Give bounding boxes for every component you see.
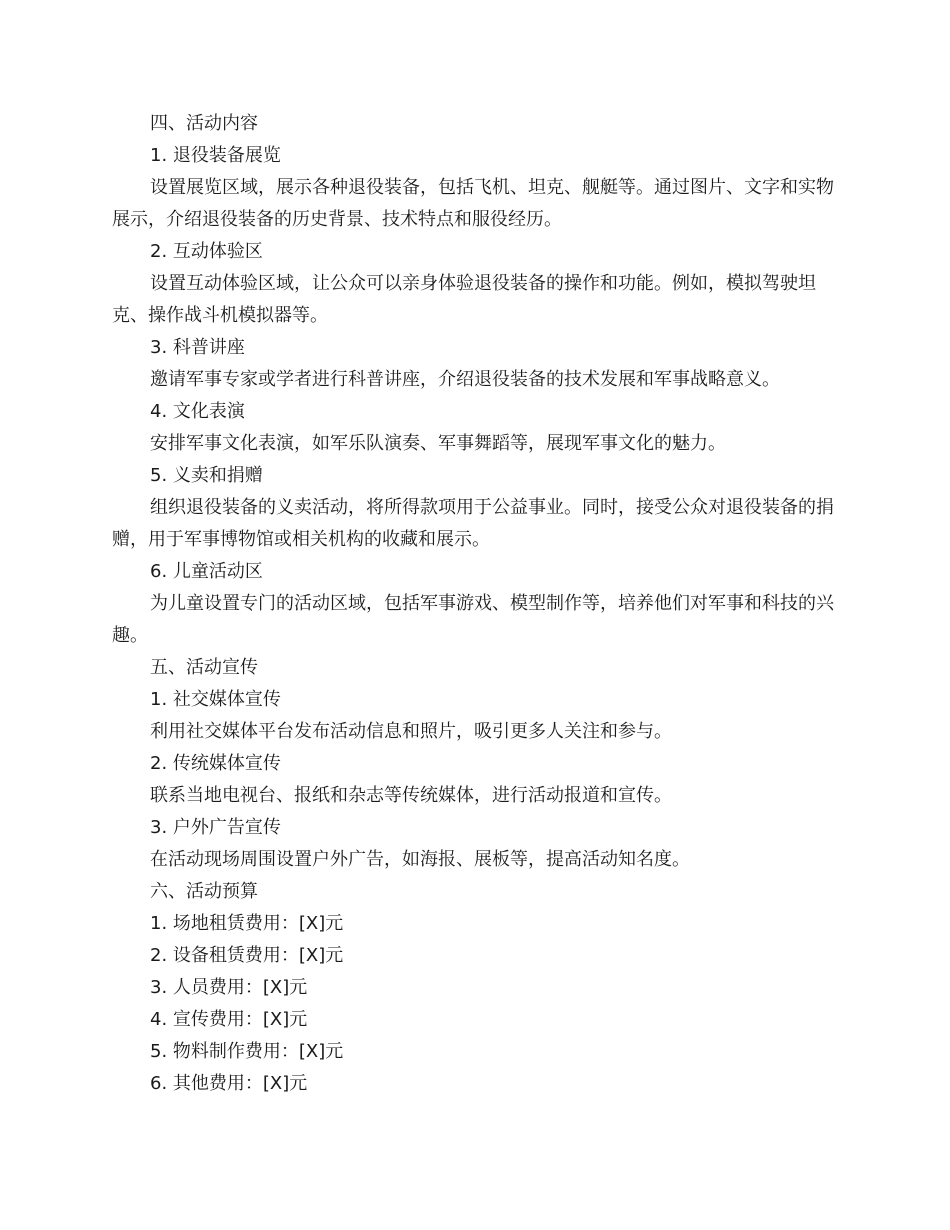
item-heading-interactive-zone: 2. 互动体验区 [150,241,263,262]
budget-item-materials: 5. 物料制作费用：[X]元 [150,1041,344,1062]
budget-item-promotion: 4. 宣传费用：[X]元 [150,1009,308,1030]
section-heading-budget: 六、活动预算 [150,881,258,902]
paragraph-interactive-zone: 设置互动体验区域，让公众可以亲身体验退役装备的操作和功能。例如，模拟驾驶坦克、操作战斗机模拟器等。 [112,273,816,326]
paragraph-traditional-media: 联系当地电视台、报纸和杂志等传统媒体，进行活动报道和宣传。 [150,785,672,806]
item-heading-science-lecture: 3. 科普讲座 [150,337,245,358]
section-heading-promotion: 五、活动宣传 [150,657,258,678]
item-heading-traditional-media: 2. 传统媒体宣传 [150,753,281,774]
budget-item-venue: 1. 场地租赁费用：[X]元 [150,913,344,934]
paragraph-equipment-exhibition: 设置展览区域，展示各种退役装备，包括飞机、坦克、舰艇等。通过图片、文字和实物展示，介绍退役装备的历史背景、技术特点和服役经历。 [112,177,834,230]
item-heading-children-zone: 6. 儿童活动区 [150,561,263,582]
paragraph-children-zone: 为儿童设置专门的活动区域，包括军事游戏、模型制作等，培养他们对军事和科技的兴趣。 [112,593,834,646]
budget-item-equipment: 2. 设备租赁费用：[X]元 [150,945,344,966]
item-heading-social-media: 1. 社交媒体宣传 [150,689,281,710]
paragraph-science-lecture: 邀请军事专家或学者进行科普讲座，介绍退役装备的技术发展和军事战略意义。 [150,369,780,390]
document-page [112,108,842,1100]
item-heading-equipment-exhibition: 1. 退役装备展览 [150,145,281,166]
item-heading-outdoor-ads: 3. 户外广告宣传 [150,817,281,838]
budget-item-personnel: 3. 人员费用：[X]元 [150,977,308,998]
budget-item-other: 6. 其他费用：[X]元 [150,1073,308,1094]
item-heading-cultural-performance: 4. 文化表演 [150,401,245,422]
section-heading-activity-content: 四、活动内容 [150,113,258,134]
paragraph-social-media: 利用社交媒体平台发布活动信息和照片，吸引更多人关注和参与。 [150,721,672,742]
paragraph-charity-donation: 组织退役装备的义卖活动，将所得款项用于公益事业。同时，接受公众对退役装备的捐赠，用于军事博物馆或相关机构的收藏和展示。 [112,497,834,550]
paragraph-outdoor-ads: 在活动现场周围设置户外广告，如海报、展板等，提高活动知名度。 [150,849,690,870]
item-heading-charity-donation: 5. 义卖和捐赠 [150,465,263,486]
paragraph-cultural-performance: 安排军事文化表演，如军乐队演奏、军事舞蹈等，展现军事文化的魅力。 [150,433,726,454]
